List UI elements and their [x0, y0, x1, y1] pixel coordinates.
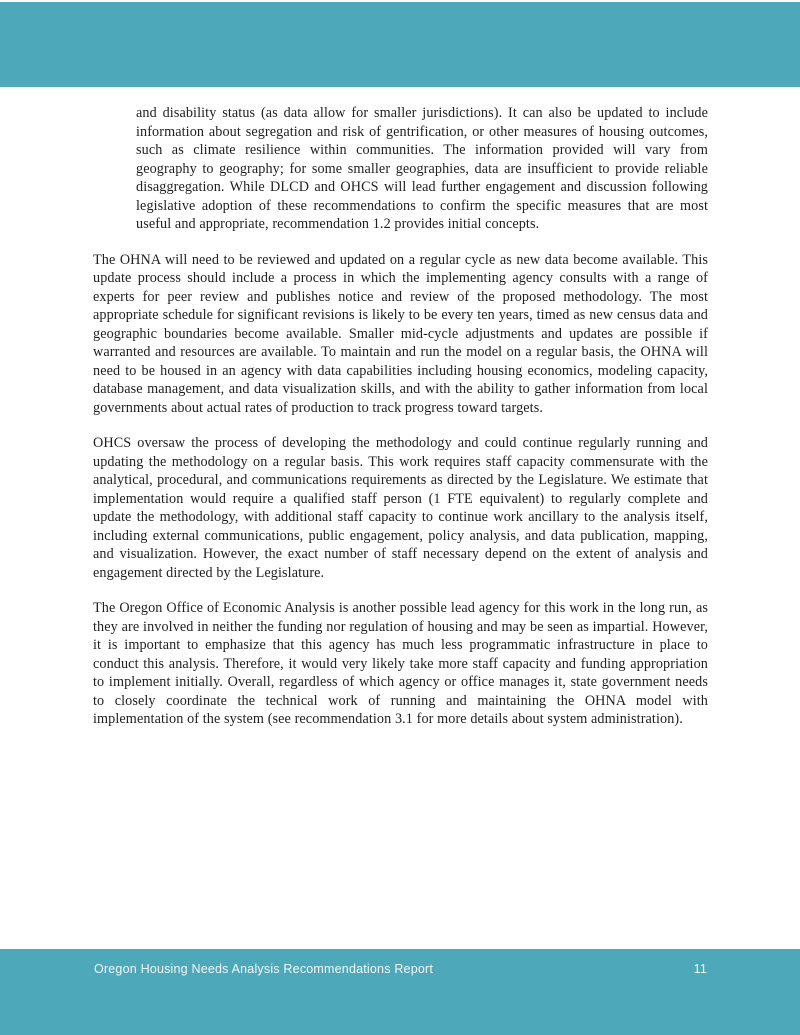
paragraph-ohcs-staff-capacity: OHCS oversaw the process of developing the methodology and could continue regularly running and updating the methodology on a regular basis. This work requires staff capacity commensurate with the analytical, procedural, and communications requirements as directed by the Legislature. We estimate that implementation would require a qualified staff person (1 FTE equivalent) to regularly complete and update the methodology, with additional staff capacity to continue work ancillary to the analysis itself, including external communications, public engagement, policy analysis, and data publication, mapping, and visualization. However, the exact number of staff necessary depend on the extent of analysis and engagement directed by the Legislature. — [93, 435, 708, 581]
paragraph-disability-status: and disability status (as data allow for smaller jurisdictions). It can also be updated to include information about segregation and risk of gentrification, or other measures of housing outcomes, such as climate resilience within communities. The information provided will vary from geography to geography; for some smaller geographies, data are insufficient to provide reliable disaggregation. While DLCD and OHCS will lead further engagement and discussion following legislative adoption of these recommendations to confirm the specific measures that are most useful and appropriate, recommendation 1.2 provides initial concepts. — [136, 105, 708, 232]
footer-page-number: 11 — [693, 962, 707, 976]
paragraph-ohna-review-cycle: The OHNA will need to be reviewed and updated on a regular cycle as new data become available. This update process should include a process in which the implementing agency consults with a range of experts for peer review and publishes notice and review of the proposed methodology. The most appropriate schedule for significant revisions is likely to be every ten years, timed as new census data and geographic boundaries become available. Smaller mid-cycle adjustments and updates are possible if warranted and resources are available. To maintain and run the model on a regular basis, the OHNA will need to be housed in an agency with data capabilities including housing economics, modeling capacity, database management, and data visualization skills, and with the ability to gather information from local governments about actual rates of production to track progress toward targets. — [93, 251, 708, 416]
footer-report-title: Oregon Housing Needs Analysis Recommendations Report — [94, 962, 434, 976]
page-content — [93, 104, 708, 746]
paragraph-office-economic-analysis: The Oregon Office of Economic Analysis is another possible lead agency for this work in the long run, as they are involved in neither the funding nor regulation of housing and may be seen as impartial. However, it is important to emphasize that this agency has much less programmatic infrastructure in place to conduct this analysis. Therefore, it would very likely take more staff capacity and funding appropriation to implement initially. Overall, regardless of which agency or office manages it, state government needs to closely coordinate the technical work of running and maintaining the OHNA model with implementation of the system (see recommendation 3.1 for more details about system administration). — [93, 600, 708, 727]
footer-row — [0, 949, 800, 977]
footer-band — [0, 949, 800, 1035]
header-band — [0, 2, 800, 87]
